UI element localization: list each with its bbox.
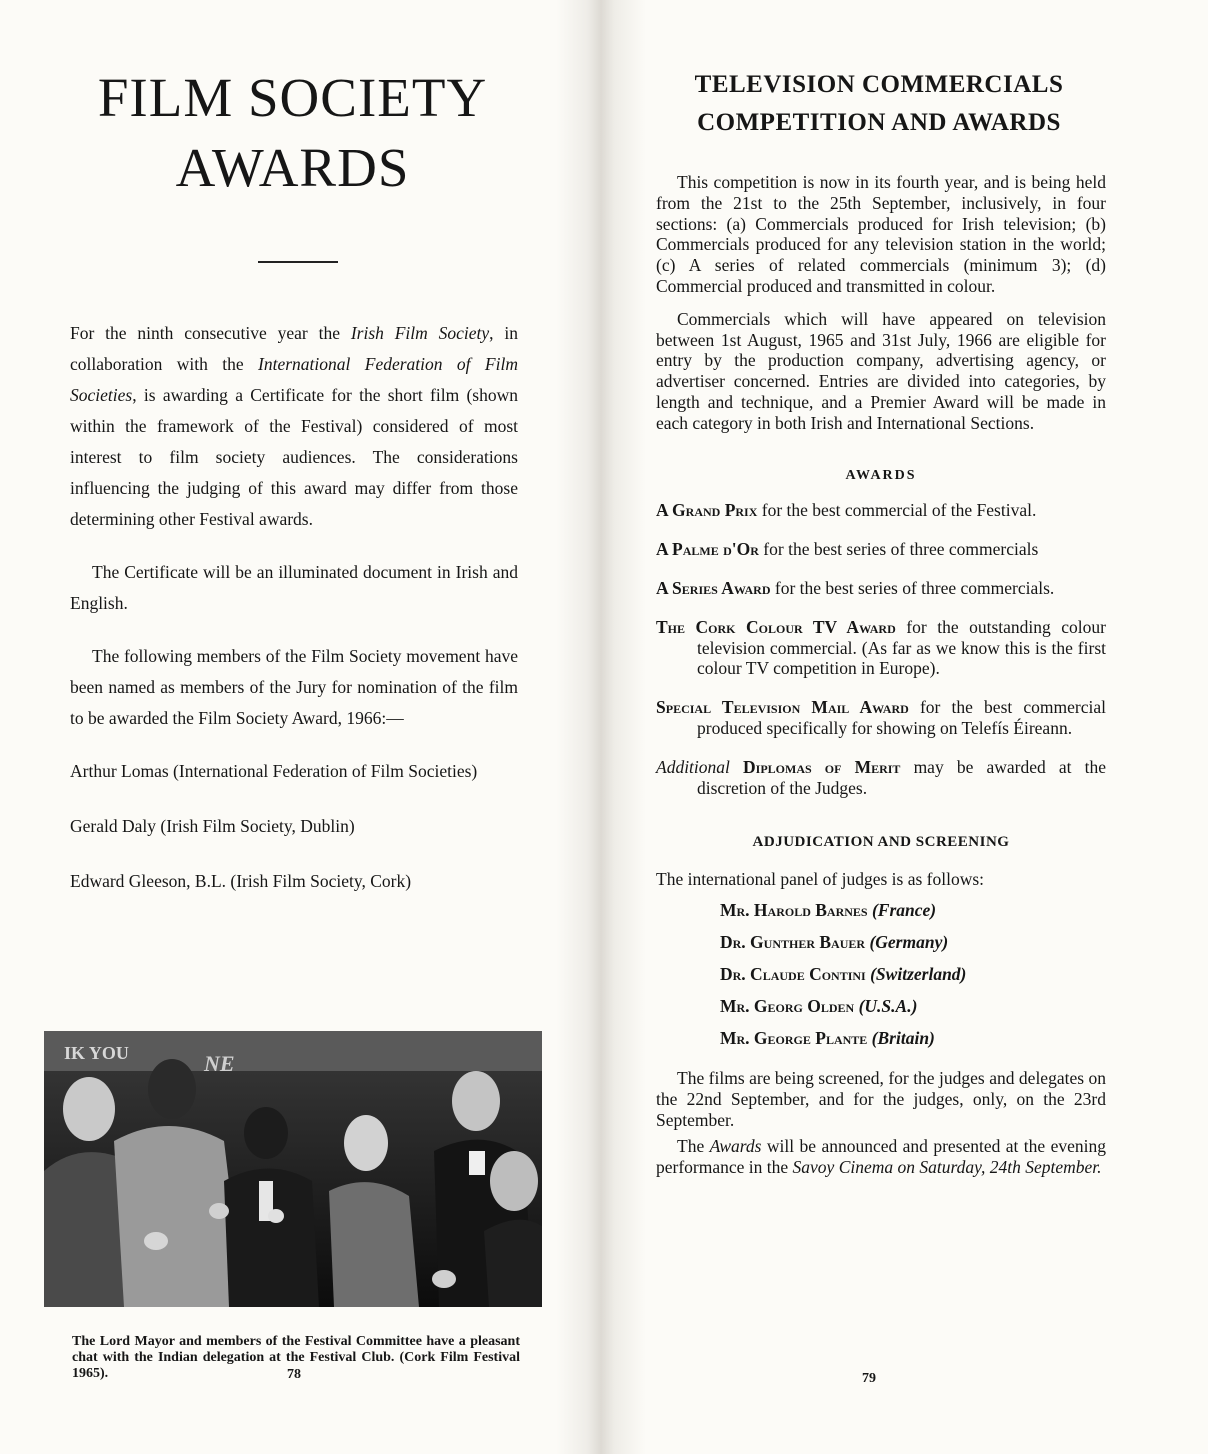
jury-member: Edward Gleeson, B.L. (Irish Film Society, Cork)	[70, 871, 412, 891]
award-item: A Series Award for the best series of three commercials.	[656, 577, 1055, 598]
judge-entry: Mr. Harold Barnes (France)	[720, 899, 937, 920]
title-line-1: FILM SOCIETY	[97, 67, 488, 128]
title-divider	[258, 261, 338, 263]
right-page	[605, 0, 1208, 1454]
jury-member: Arthur Lomas (International Federation of Film Societies)	[70, 761, 478, 781]
title-line-2: AWARDS	[175, 137, 410, 198]
award-name: The Cork Colour TV Award	[656, 616, 896, 637]
award-name: A Grand Prix	[656, 500, 758, 521]
awards-heading: AWARDS	[845, 467, 917, 483]
panel-intro: The international panel of judges is as follows:	[656, 869, 985, 890]
award-name: A Series Award	[656, 577, 771, 598]
svg-text:NE: NE	[204, 1051, 235, 1076]
svg-text:IK YOU: IK YOU	[64, 1043, 129, 1063]
diplomas-item: Additional Diplomas of Merit may be awarded at the discretion of the Judges.	[656, 756, 1106, 798]
jury-intro-paragraph: The following members of the Film Society movement have been named as members of the Jury for nomination of the film to be awarded the Film Society Award, 1966:—	[70, 646, 518, 728]
tv-commercials-title	[665, 66, 1093, 142]
page-number-right: 79	[862, 1371, 876, 1386]
title-line-2: COMPETITION AND AWARDS	[697, 109, 1061, 136]
left-page	[0, 0, 600, 1454]
award-item: Special Television Mail Award for the best commercial produced specifically for showing on Telefís Éireann.	[656, 697, 1106, 738]
irish-film-society-name: Irish Film Society	[350, 323, 490, 343]
title-line-1: TELEVISION COMMERCIALS	[694, 71, 1064, 98]
film-society-awards-title	[50, 63, 535, 203]
film-society-body	[70, 318, 518, 897]
award-item: A Palme d'Or for the best series of three commercials	[656, 539, 1039, 560]
jury-member: Gerald Daly (Irish Film Society, Dublin)	[70, 816, 355, 836]
announcement-paragraph: The Awards will be announced and presented at the evening performance in the Savoy Cinema on Saturday, 24th September.	[656, 1136, 1106, 1178]
festival-club-photo	[44, 1031, 542, 1307]
adjudication-heading: ADJUDICATION AND SCREENING	[752, 834, 1010, 851]
photo-caption: The Lord Mayor and members of the Festival Committee have a pleasant chat with the Indian delegation at the Festival Club. (Cork Film Festival 1965).	[72, 1334, 520, 1381]
judge-entry: Dr. Claude Contini (Switzerland)	[720, 963, 967, 984]
screening-paragraph: The films are being screened, for the judges and delegates on the 22nd September, and for the judges, only, on the 23rd September.	[656, 1067, 1106, 1130]
judge-entry: Mr. George Plante (Britain)	[720, 1027, 935, 1048]
award-name: Diplomas of Merit	[729, 756, 901, 777]
award-name: Special Television Mail Award	[656, 697, 909, 718]
award-name: A Palme d'Or	[656, 539, 759, 560]
award-item: A Grand Prix for the best commercial of the Festival.	[656, 500, 1037, 521]
photo-illustration	[44, 1031, 542, 1307]
judge-entry: Mr. Georg Olden (U.S.A.)	[720, 995, 918, 1016]
intro-paragraph: For the ninth consecutive year the Irish Film Society, in collaboration with the International Federation of Film Societies, is awarding a Certificate for the short film (shown within the framework of the Festival) considered of most interest to film society audiences. The considerations influencing the judging of this award may differ from those determining other Festival awards.	[70, 323, 518, 529]
page-number-left: 78	[287, 1367, 301, 1382]
award-item: The Cork Colour TV Award for the outstanding colour television commercial. (As far as we know this is the first colour TV competition in Europe).	[656, 616, 1106, 679]
tv-commercials-body	[656, 172, 1106, 1178]
eligibility-paragraph: Commercials which will have appeared on television between 1st August, 1965 and 31st July, 1966 are eligible for entry by the production company, advertising agency, or advertiser concerned. Entries are divided into categories, by length and technique, and a Premier Award will be made in each category in both Irish and International Sections.	[656, 308, 1106, 433]
federation-name: International Federation of Film Societies	[70, 354, 518, 405]
judge-entry: Dr. Gunther Bauer (Germany)	[720, 931, 949, 952]
judges-list	[656, 894, 1106, 1054]
certificate-paragraph: The Certificate will be an illuminated document in Irish and English.	[70, 562, 518, 613]
competition-intro: This competition is now in its fourth year, and is being held from the 21st to the 25th September, inclusively, in four sections: (a) Commercials produced for Irish television; (b) Commercials produced for any television station in the world; (c) A series of related commercials (minimum 3); (d) Commercial produced and transmitted in colour.	[656, 172, 1106, 296]
